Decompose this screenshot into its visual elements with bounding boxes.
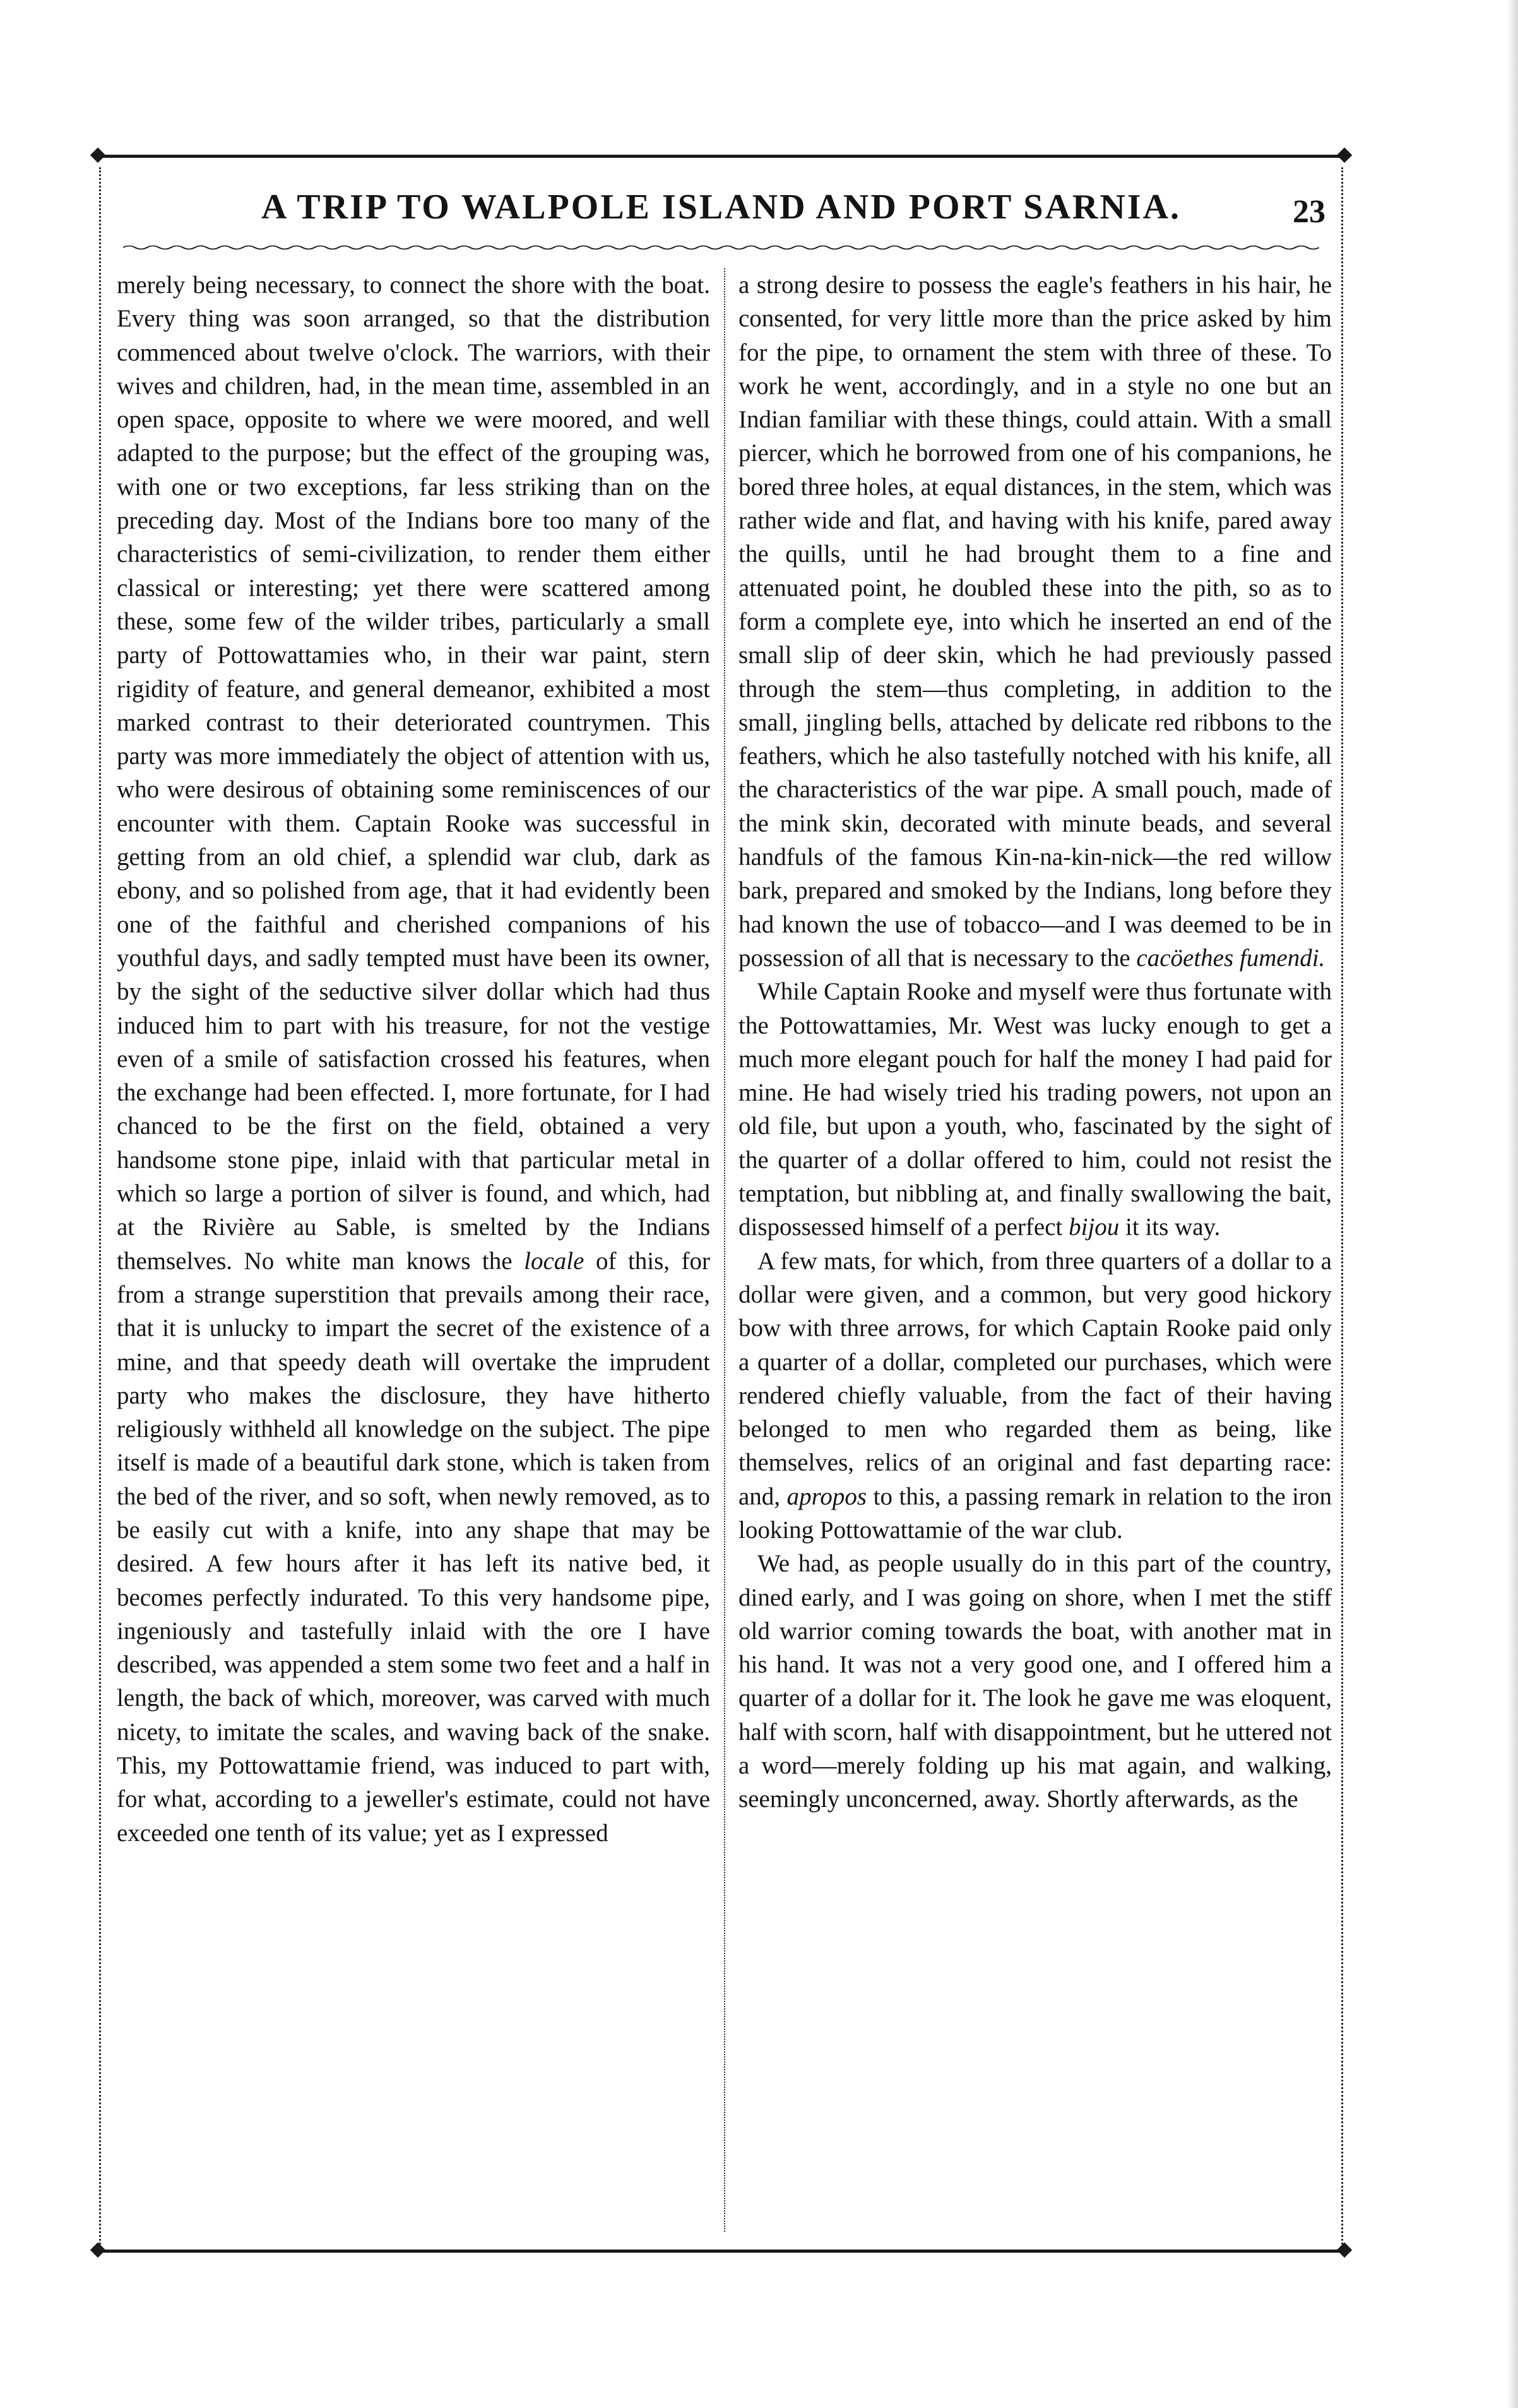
- paragraph: [738, 975, 1332, 1244]
- scan-edge-shadow: [1507, 0, 1518, 2408]
- left-column: [117, 268, 710, 2232]
- text-run: it its way.: [1125, 1213, 1221, 1241]
- paragraph: [738, 1244, 1332, 1547]
- column-divider: [724, 268, 725, 2232]
- right-border: [1341, 167, 1343, 2244]
- italic-word: apropos: [786, 1482, 867, 1510]
- text-run: of this, for from a strange superstition that prevails among their race, that it is unlucky to impart the secret of the existence of a mine, and that speedy death will overtake the imprudent party who makes the disclosure, they have hitherto religiously withheld all knowledge on the subject. The pipe itself is made of a beautiful dark stone, which is taken from the bed of the river, and so soft, when newly removed, as to be easily cut with a knife, into any shape that may be desired. A few hours after it has left its native bed, it becomes perfectly indurated. To this very handsome pipe, ingeniously and tastefully inlaid with the ore I have described, was appended a stem some two feet and a half in length, the back of which, moreover, was carved with much nicety, to imitate the scales, and waving back of the snake. This, my Pottowattamie friend, was induced to part with, for what, according to a jeweller's estimate, could not have exceeded one tenth of its value; yet as I expressed: [117, 1247, 710, 1847]
- page-header: [98, 179, 1344, 235]
- text-run: A few mats, for which, from three quarters of a dollar to a dollar were given, and a common, but very good hickory bow with three arrows, for which Captain Rooke paid only a quarter of a dollar, completed our purchases, which were rendered chiefly valuable, from the fact of their having belonged to men who regarded them as being, like themselves, relics of an original and fast departing race: and,: [738, 1247, 1332, 1510]
- top-rule: [98, 155, 1344, 158]
- corner-ornament-icon: ◆: [90, 141, 106, 165]
- right-column: [738, 268, 1332, 2232]
- book-page: [90, 141, 1353, 2260]
- text-run: While Captain Rooke and myself were thus fortunate with the Pottowattamies, Mr. West was lucky enough to get a much more elegant pouch for half the money I had paid for mine. He had wisely tried his trading powers, not upon an old file, but upon a youth, who, fascinated by the sight of the quarter of a dollar offered to him, could not resist the temptation, but nibbling at, and finally swallowing the bait, dispossessed himself of a perfect: [738, 978, 1332, 1241]
- paragraph: [738, 268, 1332, 975]
- text-columns: [117, 268, 1332, 2232]
- italic-phrase: cacöethes fumendi.: [1136, 944, 1325, 972]
- italic-word: locale: [524, 1247, 584, 1275]
- bottom-rule: [98, 2250, 1344, 2253]
- corner-ornament-icon: ◆: [1336, 141, 1353, 165]
- paragraph: [117, 268, 710, 1850]
- text-run: We had, as people usually do in this part of the country, dined early, and I was going on shore, when I met the stiff old warrior coming towards the boat, with another mat in his hand. It was not a very good one, and I offered him a quarter of a dollar for it. The look he gave me was eloquent, half with scorn, half with disappointment, but he uttered not a word—merely folding up his mat again, and walking, seemingly unconcerned, away. Shortly afterwards, as the: [738, 1550, 1332, 1813]
- text-run: to this, a passing remark in relation to the iron looking Pottowattamie of the war club.: [738, 1482, 1332, 1544]
- corner-ornament-icon: ◆: [90, 2236, 106, 2260]
- italic-word: bijou: [1069, 1213, 1120, 1241]
- left-border: [99, 167, 101, 2244]
- page-number: 23: [1293, 194, 1325, 230]
- text-run: merely being necessary, to connect the shore with the boat. Every thing was soon arranged, so that the distribution commenced about twelve o'clock. The warriors, with their wives and children, had, in the mean time, assembled in an open space, opposite to where we were moored, and well adapted to the purpose; but the effect of the grouping was, with one or two exceptions, far less striking than on the preceding day. Most of the Indians bore too many of the characteristics of semi-civilization, to render them either classical or interesting; yet there were scattered among these, some few of the wilder tribes, particularly a small party of Pottowattamies who, in their war paint, stern rigidity of feature, and general demeanor, exhibited a most marked contrast to their deteriorated countrymen. This party was more immediately the object of attention with us, who were desirous of obtaining some reminiscences of our encounter with them. Captain Rooke was successful in getting from an old chief, a splendid war club, dark as ebony, and so polished from age, that it had evidently been one of the faithful and cherished companions of his youthful days, and sadly tempted must have been its owner, by the sight of the seductive silver dollar which had thus induced him to part with his treasure, for not the vestige even of a smile of satisfaction crossed his features, when the exchange had been effected. I, more fortunate, for I had chanced to be the first on the field, obtained a very handsome stone pipe, inlaid with that particular metal in which so large a portion of silver is found, and which, had at the Rivière au Sable, is smelted by the Indians themselves. No white man knows the: [117, 271, 710, 1275]
- running-title: A TRIP TO WALPOLE ISLAND AND PORT SARNIA.: [261, 188, 1182, 227]
- header-wavy-rule: [123, 244, 1319, 251]
- text-run: a strong desire to possess the eagle's feathers in his hair, he consented, for very little more than the price asked by him for the pipe, to ornament the stem with three of these. To work he went, accordingly, and in a style no one but an Indian familiar with these things, could attain. With a small piercer, which he borrowed from one of his companions, he bored three holes, at equal distances, in the stem, which was rather wide and flat, and having with his knife, pared away the quills, until he had brought them to a fine and attenuated point, he doubled these into the pith, so as to form a complete eye, into which he inserted an end of the small slip of deer skin, which he had previously passed through the stem—thus completing, in addition to the small, jingling bells, attached by delicate red ribbons to the feathers, which he also tastefully notched with his knife, all the characteristics of the war pipe. A small pouch, made of the mink skin, decorated with minute beads, and several handfuls of the famous Kin-na-kin-nick—the red willow bark, prepared and smoked by the Indians, long before they had known the use of tobacco—and I was deemed to be in possession of all that is necessary to the: [738, 271, 1332, 972]
- corner-ornament-icon: ◆: [1336, 2236, 1353, 2260]
- paragraph: [738, 1547, 1332, 1816]
